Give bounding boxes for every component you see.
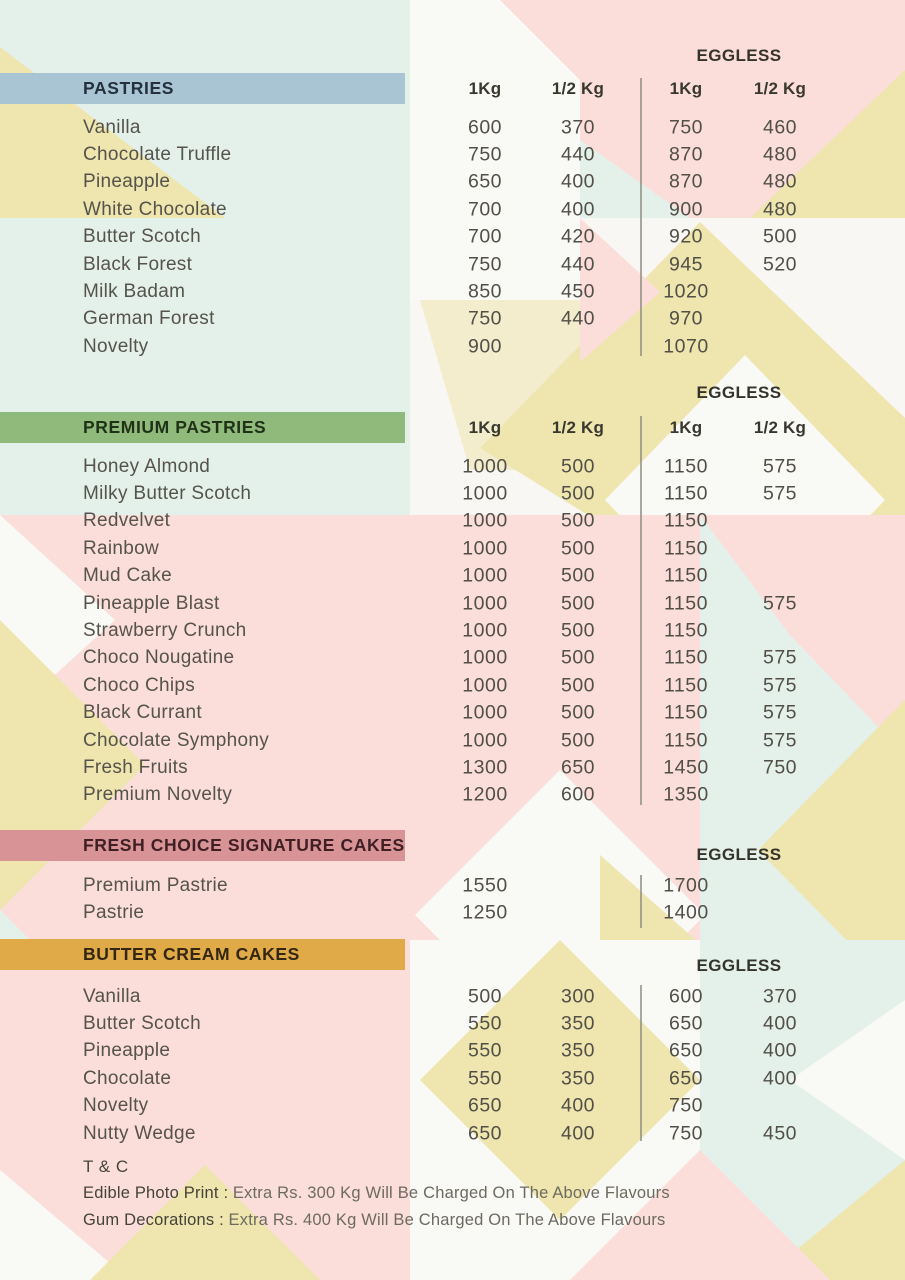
price-half-kg: 500 xyxy=(560,482,596,505)
menu-item-row xyxy=(0,983,905,1010)
price-half-kg: 350 xyxy=(560,1012,596,1035)
menu-item-row xyxy=(0,617,905,644)
price-1kg: 1000 xyxy=(462,701,508,724)
price-eggless-1kg: 1150 xyxy=(664,455,708,478)
price-half-kg: 300 xyxy=(560,985,596,1008)
menu-item-row xyxy=(0,1065,905,1092)
price-1kg: 700 xyxy=(467,198,503,221)
price-1kg: 500 xyxy=(467,985,503,1008)
column-headers xyxy=(0,73,905,104)
eggless-label: EGGLESS xyxy=(696,383,782,402)
price-1kg: 1000 xyxy=(462,729,508,752)
price-half-kg: 500 xyxy=(560,701,596,724)
terms-line-label: Edible Photo Print : xyxy=(83,1184,229,1202)
price-1kg: 550 xyxy=(467,1039,503,1062)
menu-item-row xyxy=(0,1010,905,1037)
price-half-kg: 600 xyxy=(560,783,596,806)
item-name: Pineapple xyxy=(83,1040,171,1062)
menu-item-row xyxy=(0,563,905,590)
price-1kg: 750 xyxy=(467,143,503,166)
column-header-eggless-half-kg: 1/2 Kg xyxy=(753,79,807,98)
price-half-kg: 650 xyxy=(560,756,596,779)
menu-item-row xyxy=(0,169,905,196)
price-half-kg: 400 xyxy=(560,1094,596,1117)
menu-item-row xyxy=(0,1093,905,1120)
price-1kg: 750 xyxy=(467,307,503,330)
price-eggless-1kg: 650 xyxy=(668,1039,704,1062)
price-eggless-1kg: 600 xyxy=(668,985,704,1008)
item-name: Choco Nougatine xyxy=(83,647,235,669)
price-half-kg: 440 xyxy=(560,307,596,330)
menu-item-row xyxy=(0,251,905,278)
price-eggless-1kg: 750 xyxy=(668,1094,704,1117)
item-name: Black Forest xyxy=(83,253,193,275)
menu-item-row xyxy=(0,700,905,727)
price-eggless-half-kg: 575 xyxy=(762,482,798,505)
price-eggless-half-kg: 520 xyxy=(762,253,798,276)
price-half-kg: 500 xyxy=(560,646,596,669)
item-name: Choco Chips xyxy=(83,674,196,696)
menu-item-row xyxy=(0,1120,905,1147)
item-rows xyxy=(0,453,905,809)
item-name: Pastrie xyxy=(83,902,145,924)
terms-line-text: Extra Rs. 300 Kg Will Be Charged On The Above Flavours xyxy=(232,1184,670,1202)
price-eggless-half-kg: 400 xyxy=(762,1067,798,1090)
item-name: Premium Pastrie xyxy=(83,874,228,896)
menu-item-row xyxy=(0,782,905,809)
price-eggless-1kg: 1150 xyxy=(664,564,708,587)
price-1kg: 750 xyxy=(467,253,503,276)
section-title-bar: BUTTER CREAM CAKES xyxy=(0,939,405,970)
price-1kg: 850 xyxy=(467,280,503,303)
item-name: Honey Almond xyxy=(83,455,211,477)
price-eggless-1kg: 1700 xyxy=(663,874,709,897)
item-name: Chocolate Truffle xyxy=(83,144,232,166)
price-1kg: 1000 xyxy=(462,674,508,697)
item-name: Black Currant xyxy=(83,702,202,724)
item-rows xyxy=(0,983,905,1147)
eggless-label: EGGLESS xyxy=(696,46,782,65)
item-name: Vanilla xyxy=(83,985,141,1007)
price-half-kg: 450 xyxy=(560,280,596,303)
price-half-kg: 500 xyxy=(560,674,596,697)
menu-item-row xyxy=(0,278,905,305)
price-half-kg: 420 xyxy=(560,225,596,248)
price-eggless-half-kg: 480 xyxy=(762,198,798,221)
price-eggless-half-kg: 575 xyxy=(762,592,798,615)
price-half-kg: 500 xyxy=(560,455,596,478)
price-eggless-half-kg: 480 xyxy=(762,170,798,193)
price-eggless-half-kg: 450 xyxy=(762,1122,798,1145)
item-name: Redvelvet xyxy=(83,510,171,532)
price-eggless-half-kg: 750 xyxy=(762,756,798,779)
price-half-kg: 500 xyxy=(560,564,596,587)
item-rows xyxy=(0,114,905,361)
eggless-label: EGGLESS xyxy=(696,956,782,975)
column-headers xyxy=(0,412,905,443)
price-eggless-1kg: 870 xyxy=(668,143,704,166)
section-title-bar: PASTRIES xyxy=(0,73,405,104)
price-1kg: 550 xyxy=(467,1012,503,1035)
price-eggless-half-kg: 460 xyxy=(762,116,798,139)
price-half-kg: 500 xyxy=(560,509,596,532)
item-name: Milky Butter Scotch xyxy=(83,483,252,505)
price-eggless-1kg: 1150 xyxy=(664,537,708,560)
menu-item-row xyxy=(0,872,905,899)
price-eggless-1kg: 1150 xyxy=(664,509,708,532)
price-eggless-1kg: 650 xyxy=(668,1067,704,1090)
menu-item-row xyxy=(0,754,905,781)
item-name: Premium Novelty xyxy=(83,784,233,806)
price-eggless-1kg: 1150 xyxy=(664,646,708,669)
terms-line-text: Extra Rs. 400 Kg Will Be Charged On The Above Flavours xyxy=(228,1211,666,1229)
item-name: Rainbow xyxy=(83,537,160,559)
price-eggless-1kg: 870 xyxy=(668,170,704,193)
price-eggless-1kg: 1150 xyxy=(664,674,708,697)
price-half-kg: 350 xyxy=(560,1039,596,1062)
price-eggless-half-kg: 500 xyxy=(762,225,798,248)
terms-and-conditions xyxy=(83,1153,670,1234)
price-1kg: 650 xyxy=(467,1122,503,1145)
eggless-label: EGGLESS xyxy=(696,845,782,864)
price-eggless-1kg: 1350 xyxy=(663,783,709,806)
price-1kg: 1000 xyxy=(462,482,508,505)
menu-item-row xyxy=(0,590,905,617)
price-half-kg: 500 xyxy=(560,592,596,615)
price-1kg: 650 xyxy=(467,170,503,193)
terms-title: T & C xyxy=(83,1157,129,1176)
item-name: Mud Cake xyxy=(83,565,172,587)
item-name: Milk Badam xyxy=(83,281,186,303)
terms-line-label: Gum Decorations : xyxy=(83,1211,224,1229)
item-name: Pineapple xyxy=(83,171,171,193)
item-name: Novelty xyxy=(83,335,149,357)
item-name: Chocolate xyxy=(83,1067,172,1089)
price-eggless-1kg: 945 xyxy=(668,253,704,276)
price-eggless-1kg: 1150 xyxy=(664,701,708,724)
item-name: Vanilla xyxy=(83,116,141,138)
price-eggless-1kg: 970 xyxy=(668,307,704,330)
price-1kg: 1550 xyxy=(462,874,508,897)
price-eggless-half-kg: 480 xyxy=(762,143,798,166)
item-name: Nutty Wedge xyxy=(83,1122,196,1144)
menu-item-row xyxy=(0,899,905,926)
price-1kg: 650 xyxy=(467,1094,503,1117)
price-half-kg: 440 xyxy=(560,143,596,166)
column-header-eggless-half-kg: 1/2 Kg xyxy=(753,418,807,437)
price-eggless-half-kg: 575 xyxy=(762,674,798,697)
menu-item-row xyxy=(0,141,905,168)
menu-item-row xyxy=(0,196,905,223)
price-eggless-1kg: 900 xyxy=(668,198,704,221)
price-eggless-1kg: 750 xyxy=(668,1122,704,1145)
price-eggless-half-kg: 370 xyxy=(762,985,798,1008)
price-eggless-half-kg: 575 xyxy=(762,729,798,752)
menu-item-row xyxy=(0,224,905,251)
menu-item-row xyxy=(0,672,905,699)
price-half-kg: 500 xyxy=(560,537,596,560)
price-half-kg: 500 xyxy=(560,729,596,752)
price-1kg: 1000 xyxy=(462,619,508,642)
menu-item-row xyxy=(0,453,905,480)
menu-item-row xyxy=(0,508,905,535)
price-1kg: 1000 xyxy=(462,592,508,615)
price-1kg: 900 xyxy=(467,335,503,358)
menu-item-row xyxy=(0,306,905,333)
price-1kg: 1200 xyxy=(462,783,508,806)
terms-line-gum-decorations xyxy=(83,1207,670,1234)
price-eggless-1kg: 750 xyxy=(668,116,704,139)
price-1kg: 700 xyxy=(467,225,503,248)
menu-item-row xyxy=(0,1038,905,1065)
price-1kg: 1000 xyxy=(462,509,508,532)
price-half-kg: 400 xyxy=(560,1122,596,1145)
price-1kg: 1000 xyxy=(462,564,508,587)
menu-item-row xyxy=(0,645,905,672)
price-1kg: 1250 xyxy=(462,901,508,924)
item-rows xyxy=(0,872,905,927)
item-name: White Chocolate xyxy=(83,198,227,220)
price-half-kg: 350 xyxy=(560,1067,596,1090)
item-name: Strawberry Crunch xyxy=(83,620,247,642)
column-header-eggless-1kg: 1Kg xyxy=(669,418,703,437)
price-1kg: 1000 xyxy=(462,537,508,560)
price-eggless-1kg: 1070 xyxy=(663,335,709,358)
item-name: Chocolate Symphony xyxy=(83,729,270,751)
item-name: Pineapple Blast xyxy=(83,592,220,614)
price-eggless-1kg: 1150 xyxy=(664,592,708,615)
price-eggless-1kg: 1400 xyxy=(663,901,709,924)
price-half-kg: 400 xyxy=(560,170,596,193)
price-eggless-half-kg: 575 xyxy=(762,646,798,669)
menu-item-row xyxy=(0,480,905,507)
menu-item-row xyxy=(0,727,905,754)
price-half-kg: 370 xyxy=(560,116,596,139)
price-eggless-half-kg: 400 xyxy=(762,1012,798,1035)
item-name: Butter Scotch xyxy=(83,226,201,248)
terms-line-edible-photo-print xyxy=(83,1180,670,1207)
price-eggless-1kg: 1450 xyxy=(663,756,709,779)
price-half-kg: 500 xyxy=(560,619,596,642)
column-header-half-kg: 1/2 Kg xyxy=(551,418,605,437)
section-title-bar: PREMIUM PASTRIES xyxy=(0,412,405,443)
price-eggless-1kg: 1020 xyxy=(663,280,709,303)
column-header-1kg: 1Kg xyxy=(468,79,502,98)
price-eggless-1kg: 1150 xyxy=(664,482,708,505)
price-half-kg: 400 xyxy=(560,198,596,221)
price-eggless-half-kg: 400 xyxy=(762,1039,798,1062)
price-half-kg: 440 xyxy=(560,253,596,276)
price-eggless-half-kg: 575 xyxy=(762,455,798,478)
price-1kg: 1000 xyxy=(462,455,508,478)
price-eggless-1kg: 920 xyxy=(668,225,704,248)
price-eggless-1kg: 1150 xyxy=(664,619,708,642)
price-1kg: 550 xyxy=(467,1067,503,1090)
column-header-1kg: 1Kg xyxy=(468,418,502,437)
section-title-bar: FRESH CHOICE SIGNATURE CAKES xyxy=(0,830,405,861)
item-name: German Forest xyxy=(83,308,215,330)
price-eggless-1kg: 650 xyxy=(668,1012,704,1035)
price-1kg: 600 xyxy=(467,116,503,139)
price-eggless-half-kg: 575 xyxy=(762,701,798,724)
menu-item-row xyxy=(0,535,905,562)
column-header-eggless-1kg: 1Kg xyxy=(669,79,703,98)
column-header-half-kg: 1/2 Kg xyxy=(551,79,605,98)
price-1kg: 1000 xyxy=(462,646,508,669)
menu-item-row xyxy=(0,114,905,141)
item-name: Fresh Fruits xyxy=(83,756,188,778)
item-name: Butter Scotch xyxy=(83,1013,201,1035)
menu-item-row xyxy=(0,333,905,360)
item-name: Novelty xyxy=(83,1095,149,1117)
price-1kg: 1300 xyxy=(462,756,508,779)
price-eggless-1kg: 1150 xyxy=(664,729,708,752)
